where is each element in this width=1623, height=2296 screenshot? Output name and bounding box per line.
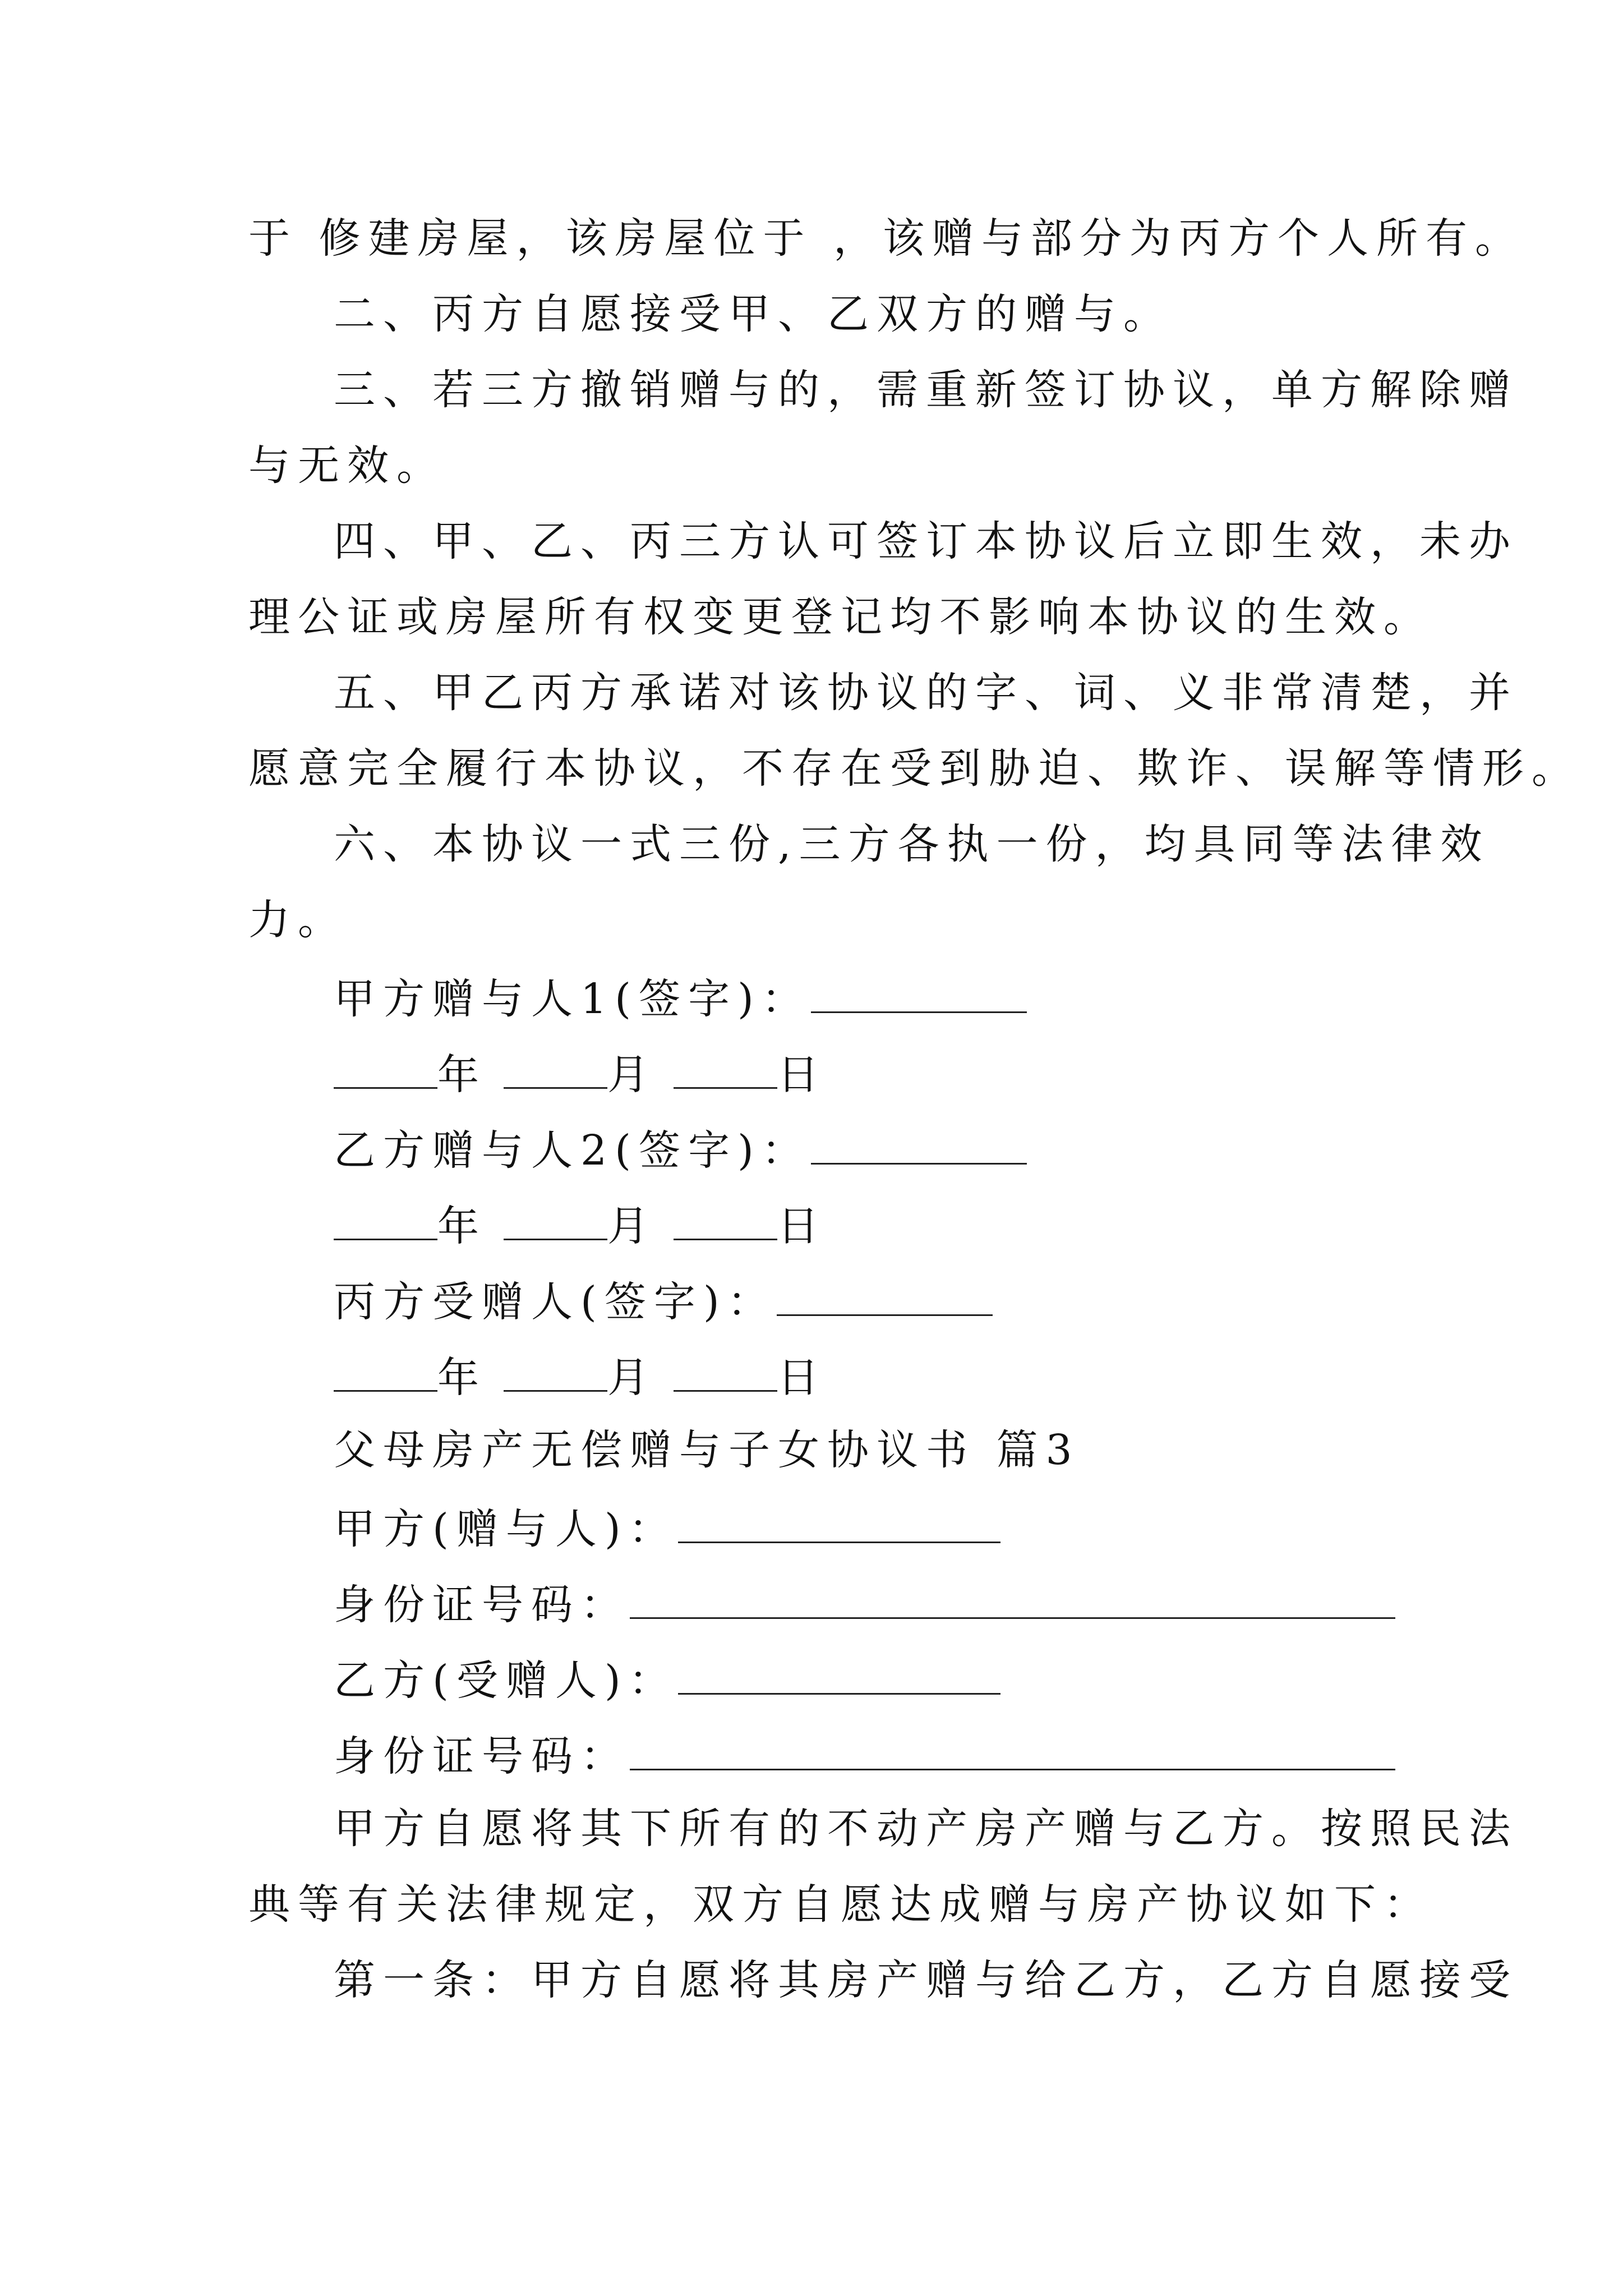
date-year-blank[interactable] xyxy=(334,1043,437,1089)
date-year-label: 年 xyxy=(437,1202,487,1250)
signature-row-party-b xyxy=(334,1119,1027,1179)
clause-5-line-1: 五、甲乙丙方承诺对该协议的字、词、义非常清楚，并 xyxy=(334,669,1518,717)
date-day-label: 日 xyxy=(777,1202,827,1250)
clause-3-line-1: 三、若三方撤销赠与的，需重新签订协议，单方解除赠 xyxy=(334,366,1518,414)
date-day-blank[interactable] xyxy=(674,1043,777,1089)
signature-label-party-a: 甲方赠与人1(签字)： xyxy=(334,975,811,1023)
date-year-blank[interactable] xyxy=(334,1195,437,1240)
clause-6-line-1: 六、本协议一式三份,三方各执一份，均具同等法律效 xyxy=(334,820,1490,868)
date-row-party-b xyxy=(334,1195,827,1254)
id-number-blank-a[interactable] xyxy=(630,1573,1395,1619)
date-year-label: 年 xyxy=(437,1051,487,1099)
id-number-label-a: 身份证号码： xyxy=(334,1581,630,1629)
date-month-label: 月 xyxy=(607,1354,657,1402)
id-number-label-b: 身份证号码： xyxy=(334,1732,630,1780)
party-a-label: 甲方(赠与人)： xyxy=(334,1505,678,1553)
clause-6-line-2: 力。 xyxy=(248,896,347,944)
date-year-label: 年 xyxy=(437,1354,487,1402)
date-month-blank[interactable] xyxy=(504,1043,607,1089)
signature-label-party-b: 乙方赠与人2(签字)： xyxy=(334,1126,811,1175)
date-month-label: 月 xyxy=(607,1051,657,1099)
date-month-label: 月 xyxy=(607,1202,657,1250)
date-day-label: 日 xyxy=(777,1354,827,1402)
signature-blank-party-b[interactable] xyxy=(811,1119,1027,1165)
clause-2: 二、丙方自愿接受甲、乙双方的赠与。 xyxy=(334,290,1173,338)
party-b-blank[interactable] xyxy=(678,1649,1000,1695)
clause-4-line-2: 理公证或房屋所有权变更登记均不影响本协议的生效。 xyxy=(248,593,1433,641)
id-number-row-b xyxy=(334,1725,1395,1784)
signature-row-party-a xyxy=(334,968,1027,1027)
signature-blank-party-a[interactable] xyxy=(811,968,1027,1013)
date-day-blank[interactable] xyxy=(674,1195,777,1240)
date-day-blank[interactable] xyxy=(674,1346,777,1392)
date-row-party-a xyxy=(334,1043,827,1103)
clause-3-line-2: 与无效。 xyxy=(248,441,446,490)
paragraph-line: 于 修建房屋，该房屋位于 ，该赠与部分为丙方个人所有。 xyxy=(248,214,1525,263)
intro-line-1: 甲方自愿将其下所有的不动产房产赠与乙方。按照民法 xyxy=(334,1805,1518,1853)
clause-5-line-2: 愿意完全履行本协议，不存在受到胁迫、欺诈、误解等情形。 xyxy=(248,744,1581,793)
intro-line-2: 典等有关法律规定，双方自愿达成赠与房产协议如下： xyxy=(248,1880,1433,1929)
signature-row-party-c xyxy=(334,1271,993,1330)
clause-4-line-1: 四、甲、乙、丙三方认可签订本协议后立即生效，未办 xyxy=(334,517,1518,565)
id-number-blank-b[interactable] xyxy=(630,1725,1395,1770)
section-title: 父母房产无偿赠与子女协议书 篇3 xyxy=(334,1426,1080,1474)
date-month-blank[interactable] xyxy=(504,1195,607,1240)
date-day-label: 日 xyxy=(777,1051,827,1099)
id-number-row-a xyxy=(334,1573,1395,1633)
party-b-row xyxy=(334,1649,1000,1709)
article-1: 第一条：甲方自愿将其房产赠与给乙方，乙方自愿接受 xyxy=(334,1956,1518,2004)
signature-label-party-c: 丙方受赠人(签字)： xyxy=(334,1278,777,1326)
signature-blank-party-c[interactable] xyxy=(777,1271,993,1316)
date-year-blank[interactable] xyxy=(334,1346,437,1392)
party-a-blank[interactable] xyxy=(678,1498,1000,1543)
party-b-label: 乙方(受赠人)： xyxy=(334,1657,678,1705)
date-row-party-c xyxy=(334,1346,827,1406)
party-a-row xyxy=(334,1498,1000,1557)
date-month-blank[interactable] xyxy=(504,1346,607,1392)
